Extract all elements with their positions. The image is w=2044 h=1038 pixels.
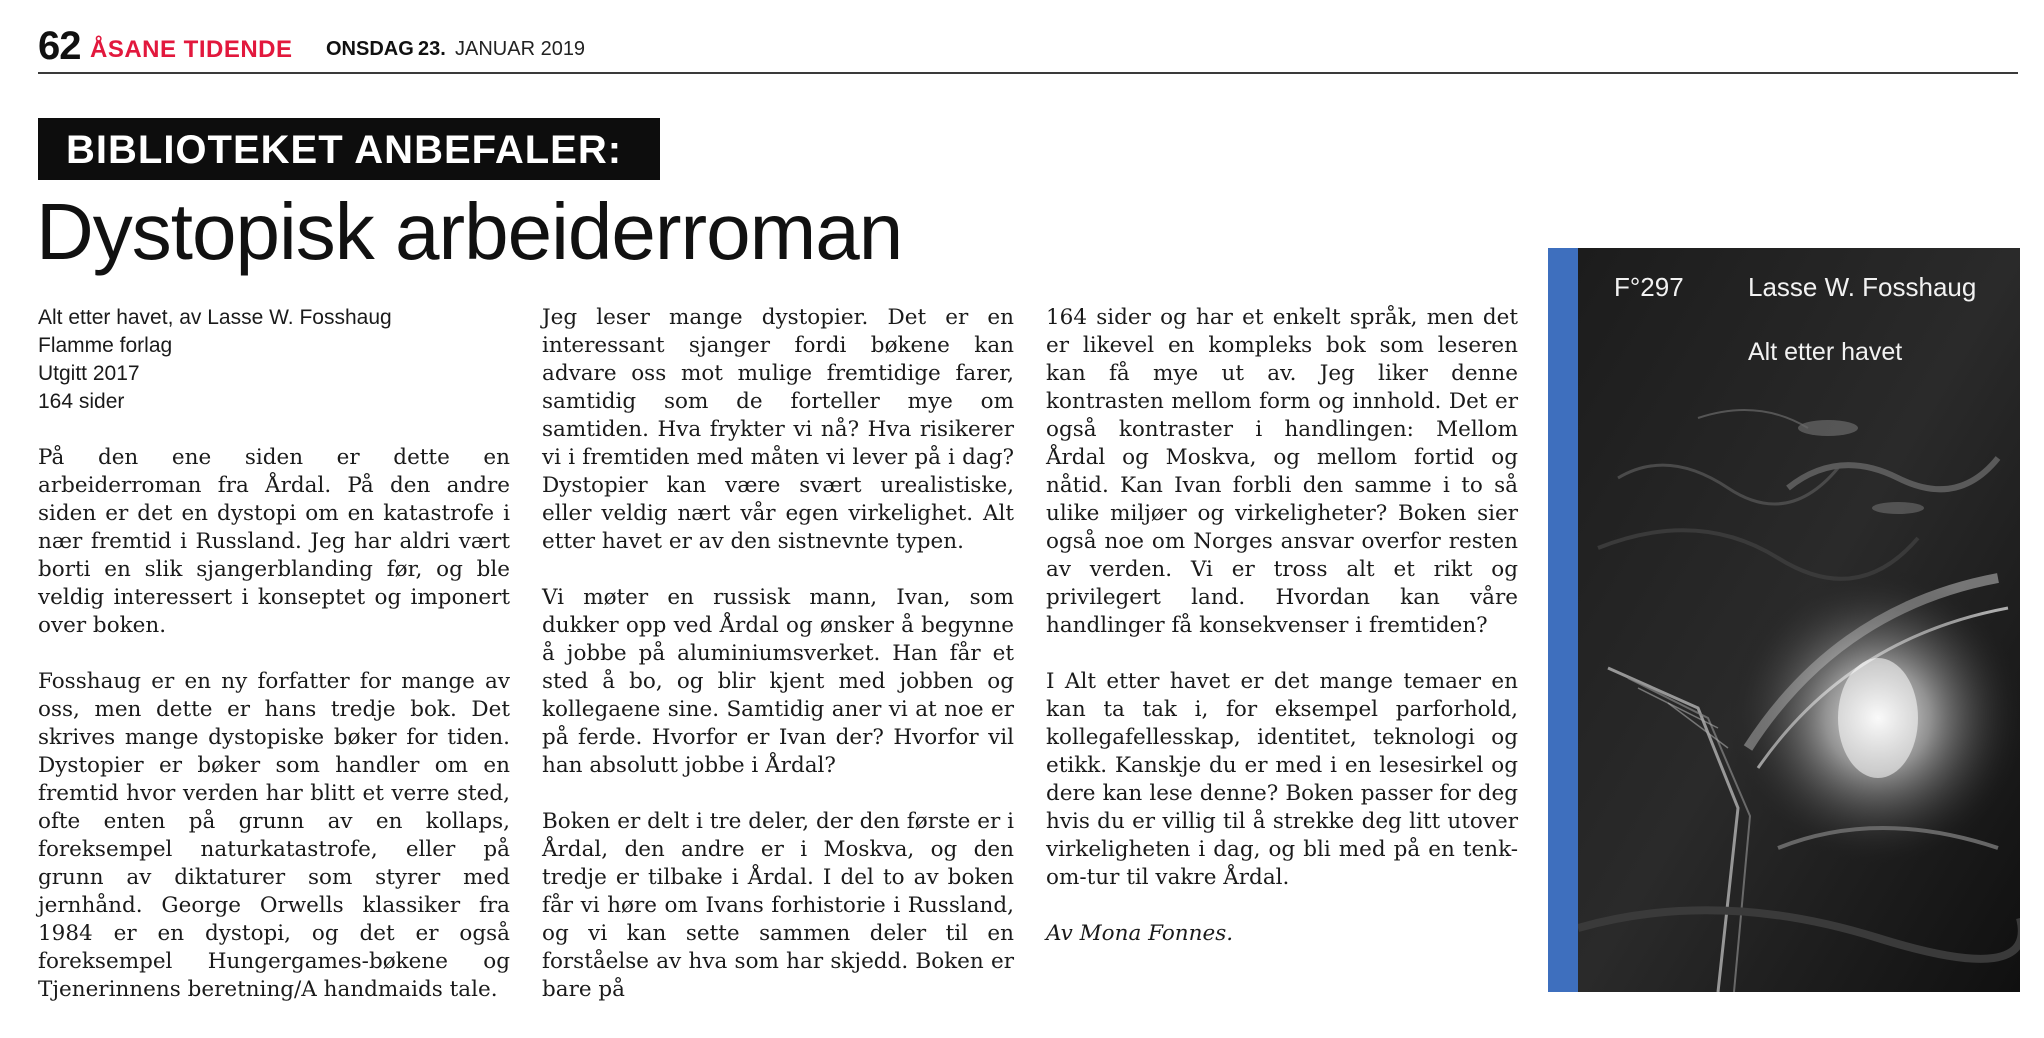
page-number: 62 [38,24,81,68]
body-paragraph: Jeg leser mange dystopier. Det er en interessant sjanger fordi bøkene kan advare oss mot mulige fremtidige farer, samtidig som de forteller mye om samtiden. Hva frykter vi nå? Hva risikerer vi i fremtiden med måten vi lever på i dag? Dystopier kan være svært urealistiske, eller veldig nært vår egen virkelighet. Alt etter havet er av den sistnevnte typen. [542,305,1014,554]
body-paragraph: 164 sider og har et enkelt språk, men det er likevel en kompleks bok som leseren kan få mye ut av. Jeg liker denne kontrasten mellom form og innhold. Det er også kontraster i handlingen: Mellom Årdal og Moskva, og mellom fortid og nåtid. Kan Ivan forbli den samme i to så ulike miljøer og virkeligheter? Boken sier også noe om Norges ansvar overfor resten av verden. Vi er tross alt et rikt og privilegert land. Hvordan kan våre handlinger få konsekvenser i fremtiden? [1046,305,1518,638]
page-masthead [38,22,2018,74]
body-paragraph: På den ene siden er dette en arbeiderroman fra Årdal. På den andre siden er det en dystopi om en katastrofe i nær fremtid i Russland. Jeg har aldri vært borti en slik sjangerblanding før, og ble veldig interessert i konseptet og imponert over boken. [38,445,510,638]
article-column-3 [1046,304,1518,948]
book-factbox [38,304,510,416]
cover-spine [1548,248,1578,992]
newspaper-name: ÅSANE TIDENDE [90,36,293,63]
article-kicker [38,118,660,180]
article-byline: Av Mona Fonnes. [1046,921,1234,946]
issue-month-year: JANUAR 2019 [455,38,586,60]
factbox-line: Alt etter havet, av Lasse W. Fosshaug [38,306,392,329]
issue-weekday: ONSDAG [326,38,414,60]
kicker-text: BIBLIOTEKET ANBEFALER: [66,128,623,172]
factbox-line: Flamme forlag [38,334,173,357]
body-paragraph: Vi møter en russisk mann, Ivan, som dukker opp ved Årdal og ønsker å begynne å jobbe på aluminiumsverket. Han får et sted å bo, og blir kjent med jobben og kollegaene sine. Samtidig aner vi at noe er på ferde. Hvorfor er Ivan der? Hvorfor vil han absolutt jobbe i Årdal? [542,585,1014,778]
issue-day-number: 23. [418,38,446,60]
cover-series-code: F°297 [1614,272,1684,302]
book-cover-image [1548,248,2020,992]
article-column-1 [38,304,510,1032]
article-column-2 [542,304,1014,1032]
body-paragraph: Boken er delt i tre deler, der den første er i Årdal, den andre er i Moskva, og den tredje er tilbake i Årdal. I del to av boken får vi høre om Ivans forhistorie i Russland, og vi kan sette sammen deler til en forståelse av hva som har skjedd. Boken er bare på [542,809,1014,1002]
cover-title: Alt etter havet [1748,338,1903,366]
factbox-line: 164 sider [38,390,125,413]
body-paragraph: Fosshaug er en ny forfatter for mange av oss, men dette er hans tredje bok. Det skrives mange dystopiske bøker for tiden. Dystopier er bøker som handler om en fremtid hvor verden har blitt et verre sted, ofte enten på grunn av en kollaps, foreksempel naturkatastrofe, eller på grunn av diktaturer som styrer med jernhånd. George Orwells klassiker fra 1984 er en dystopi, og det er også foreksempel Hungergames-bøkene og Tjenerinnens beretning/A handmaids tale. [38,669,510,1002]
article-headline: Dystopisk arbeiderroman [36,187,903,276]
body-paragraph: I Alt etter havet er det mange temaer en kan ta tak i, for eksempel parforhold, kollegafellesskap, identitet, teknologi og etikk. Kanskje du er med i en lesesirkel og dere kan lese denne? Boken passer for deg hvis du er villig til å strekke deg litt utover virkeligheten i dag, og bli med på en tenk-om-tur til vakre Årdal. [1046,669,1518,890]
cover-author: Lasse W. Fosshaug [1748,272,1977,302]
factbox-line: Utgitt 2017 [38,362,140,385]
